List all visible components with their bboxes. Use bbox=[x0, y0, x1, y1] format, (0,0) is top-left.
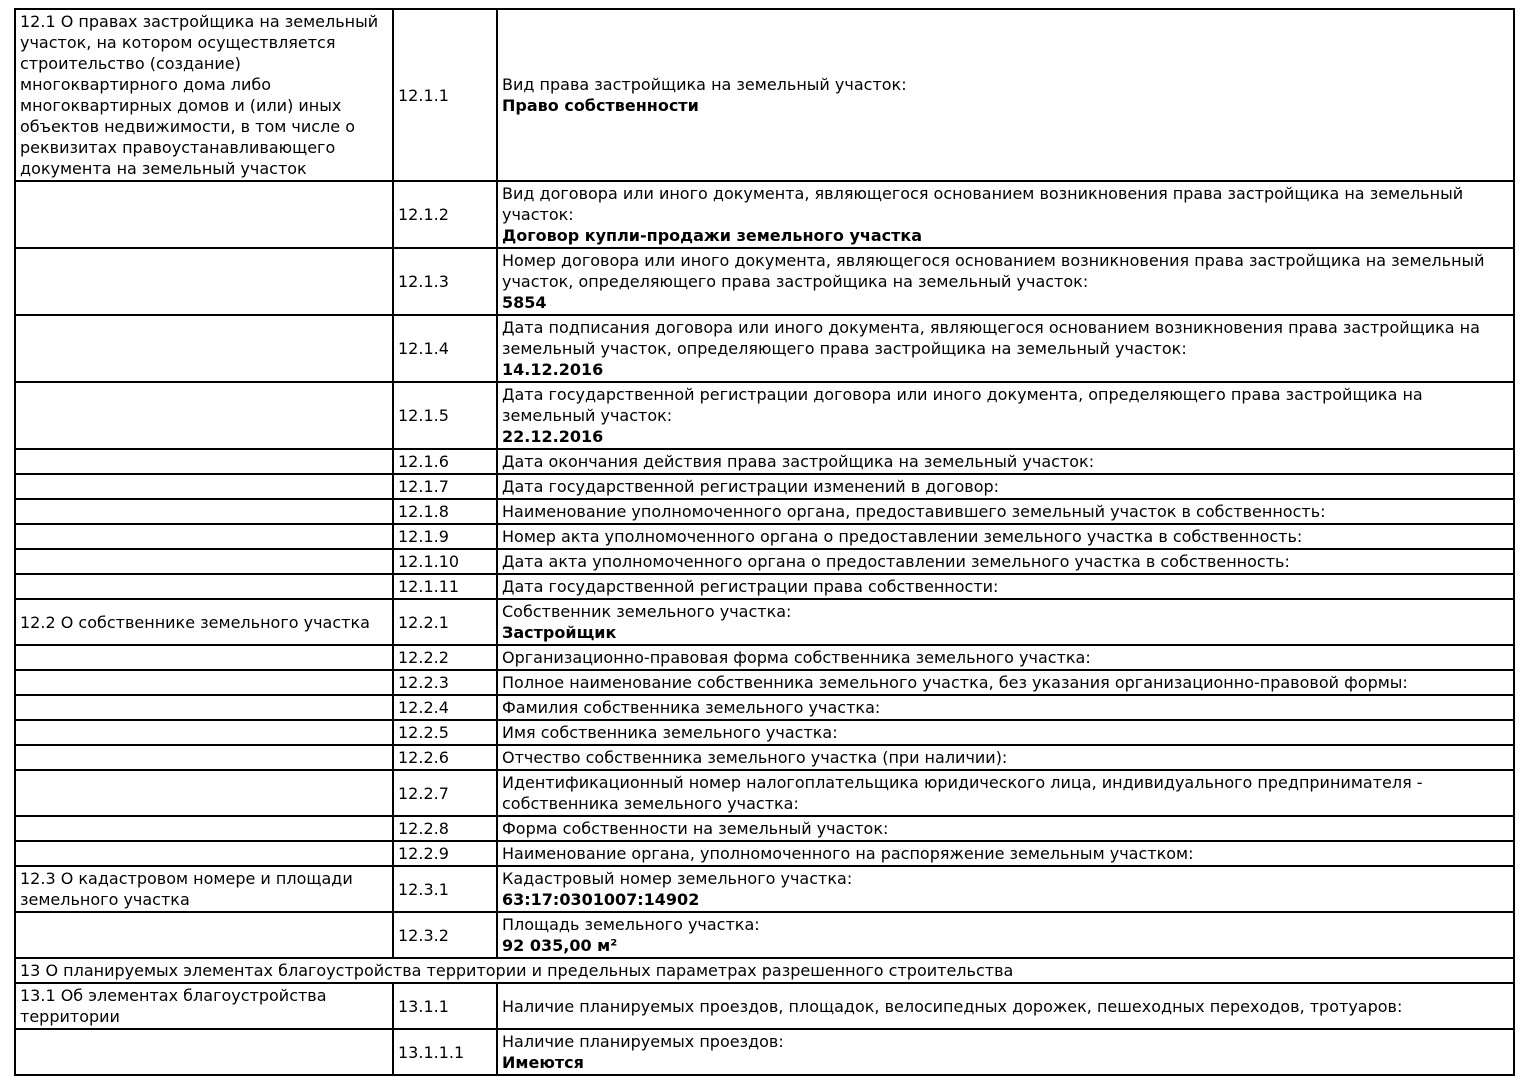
content-label: Наименование уполномоченного органа, предоставившего земельный участок в собственность: bbox=[502, 502, 1326, 521]
section-cell bbox=[15, 841, 393, 866]
content-value: 14.12.2016 bbox=[502, 360, 604, 379]
section-cell bbox=[15, 181, 393, 248]
content-cell bbox=[497, 720, 1514, 745]
content-value: 5854 bbox=[502, 293, 547, 312]
section-cell bbox=[15, 248, 393, 315]
content-cell bbox=[497, 474, 1514, 499]
item-number-cell: 12.1.10 bbox=[393, 549, 497, 574]
content-cell bbox=[497, 1029, 1514, 1075]
content-cell bbox=[497, 912, 1514, 958]
section-cell bbox=[15, 524, 393, 549]
content-label: Площадь земельного участка: bbox=[502, 915, 760, 934]
content-cell bbox=[497, 549, 1514, 574]
table-row bbox=[15, 720, 1514, 745]
content-label: Вид договора или иного документа, являющегося основанием возникновения права застройщика на земельный участок: bbox=[502, 184, 1464, 224]
section-cell bbox=[15, 645, 393, 670]
declaration-table bbox=[14, 8, 1515, 1076]
section-cell bbox=[15, 315, 393, 382]
content-cell bbox=[497, 449, 1514, 474]
item-number-cell: 12.2.2 bbox=[393, 645, 497, 670]
content-cell bbox=[497, 574, 1514, 599]
content-cell bbox=[497, 816, 1514, 841]
item-number-cell: 12.2.3 bbox=[393, 670, 497, 695]
item-number-cell: 12.2.7 bbox=[393, 770, 497, 816]
content-cell bbox=[497, 499, 1514, 524]
content-label: Наименование органа, уполномоченного на распоряжение земельным участком: bbox=[502, 844, 1194, 863]
content-value: Имеются bbox=[502, 1053, 584, 1072]
declaration-table-body bbox=[15, 9, 1514, 1075]
content-label: Дата государственной регистрации договора или иного документа, определяющего права застройщика на земельный участок: bbox=[502, 385, 1423, 425]
section-cell bbox=[15, 449, 393, 474]
content-cell bbox=[497, 9, 1514, 181]
table-row bbox=[15, 1029, 1514, 1075]
content-cell bbox=[497, 645, 1514, 670]
section-cell: 12.2 О собственнике земельного участка bbox=[15, 599, 393, 645]
item-number-cell: 13.1.1.1 bbox=[393, 1029, 497, 1075]
content-label: Форма собственности на земельный участок: bbox=[502, 819, 889, 838]
table-row bbox=[15, 499, 1514, 524]
table-row bbox=[15, 9, 1514, 181]
content-label: Кадастровый номер земельного участка: bbox=[502, 869, 853, 888]
content-label: Дата государственной регистрации изменений в договор: bbox=[502, 477, 1000, 496]
content-cell bbox=[497, 248, 1514, 315]
section-cell bbox=[15, 912, 393, 958]
table-row bbox=[15, 770, 1514, 816]
content-cell bbox=[497, 670, 1514, 695]
table-row bbox=[15, 382, 1514, 449]
table-row bbox=[15, 866, 1514, 912]
item-number-cell: 12.1.3 bbox=[393, 248, 497, 315]
table-row bbox=[15, 983, 1514, 1029]
content-cell bbox=[497, 315, 1514, 382]
content-label: Дата подписания договора или иного документа, являющегося основанием возникновения права застройщика на земельный участок, определяющего права застройщика на земельный участок: bbox=[502, 318, 1480, 358]
content-label: Фамилия собственника земельного участка: bbox=[502, 698, 881, 717]
table-row bbox=[15, 574, 1514, 599]
section-cell bbox=[15, 770, 393, 816]
table-row bbox=[15, 181, 1514, 248]
content-value: 92 035,00 м² bbox=[502, 936, 618, 955]
content-label: Наличие планируемых проездов: bbox=[502, 1032, 784, 1051]
item-number-cell: 13.1.1 bbox=[393, 983, 497, 1029]
section-cell bbox=[15, 474, 393, 499]
section-cell bbox=[15, 574, 393, 599]
content-label: Дата окончания действия права застройщика на земельный участок: bbox=[502, 452, 1095, 471]
item-number-cell: 12.3.1 bbox=[393, 866, 497, 912]
content-cell bbox=[497, 841, 1514, 866]
section-cell bbox=[15, 670, 393, 695]
content-label: Вид права застройщика на земельный участок: bbox=[502, 75, 907, 94]
section-cell bbox=[15, 695, 393, 720]
section-cell bbox=[15, 382, 393, 449]
table-row bbox=[15, 524, 1514, 549]
content-label: Отчество собственника земельного участка (при наличии): bbox=[502, 748, 1008, 767]
content-cell bbox=[497, 983, 1514, 1029]
item-number-cell: 12.1.8 bbox=[393, 499, 497, 524]
item-number-cell: 12.2.4 bbox=[393, 695, 497, 720]
item-number-cell: 12.1.5 bbox=[393, 382, 497, 449]
section-header-cell: 13 О планируемых элементах благоустройства территории и предельных параметрах разрешенного строительства bbox=[15, 958, 1514, 983]
content-label: Наличие планируемых проездов, площадок, велосипедных дорожек, пешеходных переходов, тротуаров: bbox=[502, 996, 1403, 1016]
table-row bbox=[15, 449, 1514, 474]
item-number-cell: 12.3.2 bbox=[393, 912, 497, 958]
table-row bbox=[15, 599, 1514, 645]
table-row bbox=[15, 816, 1514, 841]
item-number-cell: 12.1.7 bbox=[393, 474, 497, 499]
section-cell bbox=[15, 549, 393, 574]
section-cell bbox=[15, 499, 393, 524]
content-cell bbox=[497, 695, 1514, 720]
item-number-cell: 12.2.8 bbox=[393, 816, 497, 841]
table-row bbox=[15, 645, 1514, 670]
item-number-cell: 12.1.9 bbox=[393, 524, 497, 549]
section-cell: 13.1 Об элементах благоустройства территории bbox=[15, 983, 393, 1029]
section-cell bbox=[15, 745, 393, 770]
content-label: Полное наименование собственника земельного участка, без указания организационно-правовой формы: bbox=[502, 673, 1408, 692]
content-value: Застройщик bbox=[502, 623, 617, 642]
content-cell bbox=[497, 524, 1514, 549]
content-cell bbox=[497, 181, 1514, 248]
item-number-cell: 12.2.5 bbox=[393, 720, 497, 745]
content-cell bbox=[497, 745, 1514, 770]
section-header-row bbox=[15, 958, 1514, 983]
content-value: Договор купли-продажи земельного участка bbox=[502, 226, 923, 245]
content-label: Имя собственника земельного участка: bbox=[502, 723, 838, 742]
content-cell bbox=[497, 599, 1514, 645]
section-cell bbox=[15, 1029, 393, 1075]
table-row bbox=[15, 670, 1514, 695]
table-row bbox=[15, 549, 1514, 574]
content-label: Дата акта уполномоченного органа о предоставлении земельного участка в собственность: bbox=[502, 552, 1290, 571]
section-cell: 12.3 О кадастровом номере и площади земельного участка bbox=[15, 866, 393, 912]
table-row bbox=[15, 695, 1514, 720]
content-cell bbox=[497, 770, 1514, 816]
content-value: Право собственности bbox=[502, 96, 699, 115]
table-row bbox=[15, 912, 1514, 958]
table-row bbox=[15, 474, 1514, 499]
table-row bbox=[15, 315, 1514, 382]
item-number-cell: 12.1.4 bbox=[393, 315, 497, 382]
item-number-cell: 12.1.11 bbox=[393, 574, 497, 599]
item-number-cell: 12.2.6 bbox=[393, 745, 497, 770]
section-cell bbox=[15, 816, 393, 841]
section-cell: 12.1 О правах застройщика на земельный участок, на котором осуществляется строительство (создание) многоквартирного дома либо многоквартирных домов и (или) иных объектов недвижимости, в том числе о реквизитах правоустанавливающего документа на земельный участок bbox=[15, 9, 393, 181]
content-label: Номер договора или иного документа, являющегося основанием возникновения права застройщика на земельный участок, определяющего права застройщика на земельный участок: bbox=[502, 251, 1485, 291]
content-label: Организационно-правовая форма собственника земельного участка: bbox=[502, 648, 1091, 667]
item-number-cell: 12.1.6 bbox=[393, 449, 497, 474]
item-number-cell: 12.2.9 bbox=[393, 841, 497, 866]
content-cell bbox=[497, 866, 1514, 912]
content-value: 22.12.2016 bbox=[502, 427, 604, 446]
content-value: 63:17:0301007:14902 bbox=[502, 890, 700, 909]
content-label: Дата государственной регистрации права собственности: bbox=[502, 577, 999, 596]
table-row bbox=[15, 248, 1514, 315]
content-label: Собственник земельного участка: bbox=[502, 602, 792, 621]
item-number-cell: 12.2.1 bbox=[393, 599, 497, 645]
item-number-cell: 12.1.2 bbox=[393, 181, 497, 248]
content-label: Идентификационный номер налогоплательщика юридического лица, индивидуального предпринимателя - собственника земельного участка: bbox=[502, 773, 1423, 813]
table-row bbox=[15, 745, 1514, 770]
item-number-cell: 12.1.1 bbox=[393, 9, 497, 181]
table-row bbox=[15, 841, 1514, 866]
content-cell bbox=[497, 382, 1514, 449]
section-cell bbox=[15, 720, 393, 745]
content-label: Номер акта уполномоченного органа о предоставлении земельного участка в собственность: bbox=[502, 527, 1303, 546]
